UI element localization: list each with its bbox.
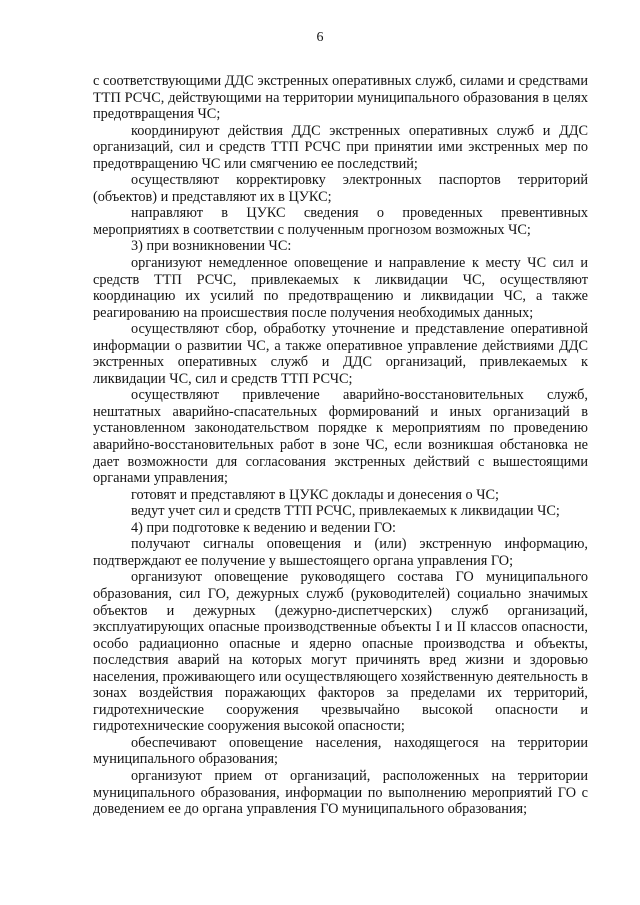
paragraph: координируют действия ДДС экстренных оперативных служб и ДДС организаций, сил и средств ТТП РСЧС при принятии ими экстренных мер по предотвращению ЧС или смягчению ее последствий; [93,122,588,172]
paragraph: осуществляют сбор, обработку уточнение и представление оперативной информации о развитии ЧС, а также оперативное управление действиями ДДС экстренных оперативных служб и ДДС организаций, привлекаемых к ликвидации ЧС, сил и средств ТТП РСЧС; [93,321,588,387]
paragraph: ведут учет сил и средств ТТП РСЧС, привлекаемых к ликвидации ЧС; [131,503,560,520]
paragraph: организуют немедленное оповещение и направление к месту ЧС сил и средств ТТП РСЧС, привлекаемых к ликвидации ЧС, осуществляют координацию их усилий по предотвращению и ликвидации ЧС, а также реагированию на происшествия после получения необходимых данных; [93,255,588,321]
section-heading: 4) при подготовке к ведению и ведении ГО: [131,519,397,536]
paragraph: с соответствующими ДДС экстренных оперативных служб, силами и средствами ТТП РСЧС, действующими на территории муниципального образования в целях предотвращения ЧС; [93,73,588,123]
paragraph: обеспечивают оповещение населения, находящегося на территории муниципального образования; [93,734,588,768]
paragraph: направляют в ЦУКС сведения о проведенных превентивных мероприятиях в соответствии с полученным прогнозом возможных ЧС; [93,205,588,238]
paragraph: осуществляют корректировку электронных паспортов территорий (объектов) и представляют их в ЦУКС; [93,172,588,205]
section-heading: 3) при возникновении ЧС: [131,238,292,255]
paragraph: организуют оповещение руководящего состава ГО муниципального образования, сил ГО, дежурных служб (руководителей) социально значимых объектов и дежурных (дежурно-диспетчерских) служб организаций, эксплуатирующих опасные производственные объекты I и II классов опасности, особо радиационно опасные и ядерно опасные производства и объекты, последствия аварий на которых могут причинять вред жизни и здоровью населения, проживающего или осуществляющего хозяйственную деятельность в зонах воздействия поражающих факторов за пределами их территорий, гидротехнические сооружения чрезвычайно высокой опасности и гидротехнические сооружения высокой опасности; [93,569,588,735]
paragraph: организуют прием от организаций, расположенных на территории муниципального образования, информации по выполнению мероприятий ГО с доведением ее до органа управления ГО муниципального образования; [93,767,588,818]
paragraph: получают сигналы оповещения и (или) экстренную информацию, подтверждают ее получение у вышестоящего органа управления ГО; [93,536,588,569]
paragraph: осуществляют привлечение аварийно-восстановительных служб, нештатных аварийно-спасательных формирований и иных организаций в установленном законодательством порядке к мероприятиям по проведению аварийно-восстановительных работ в зоне ЧС, если возникшая обстановка не дает возможности для согласования экстренных действий с вышестоящими органами управления; [93,387,588,487]
body-text [93,73,588,818]
page-number: 6 [316,30,324,45]
paragraph: готовят и представляют в ЦУКС доклады и донесения о ЧС; [131,486,499,503]
